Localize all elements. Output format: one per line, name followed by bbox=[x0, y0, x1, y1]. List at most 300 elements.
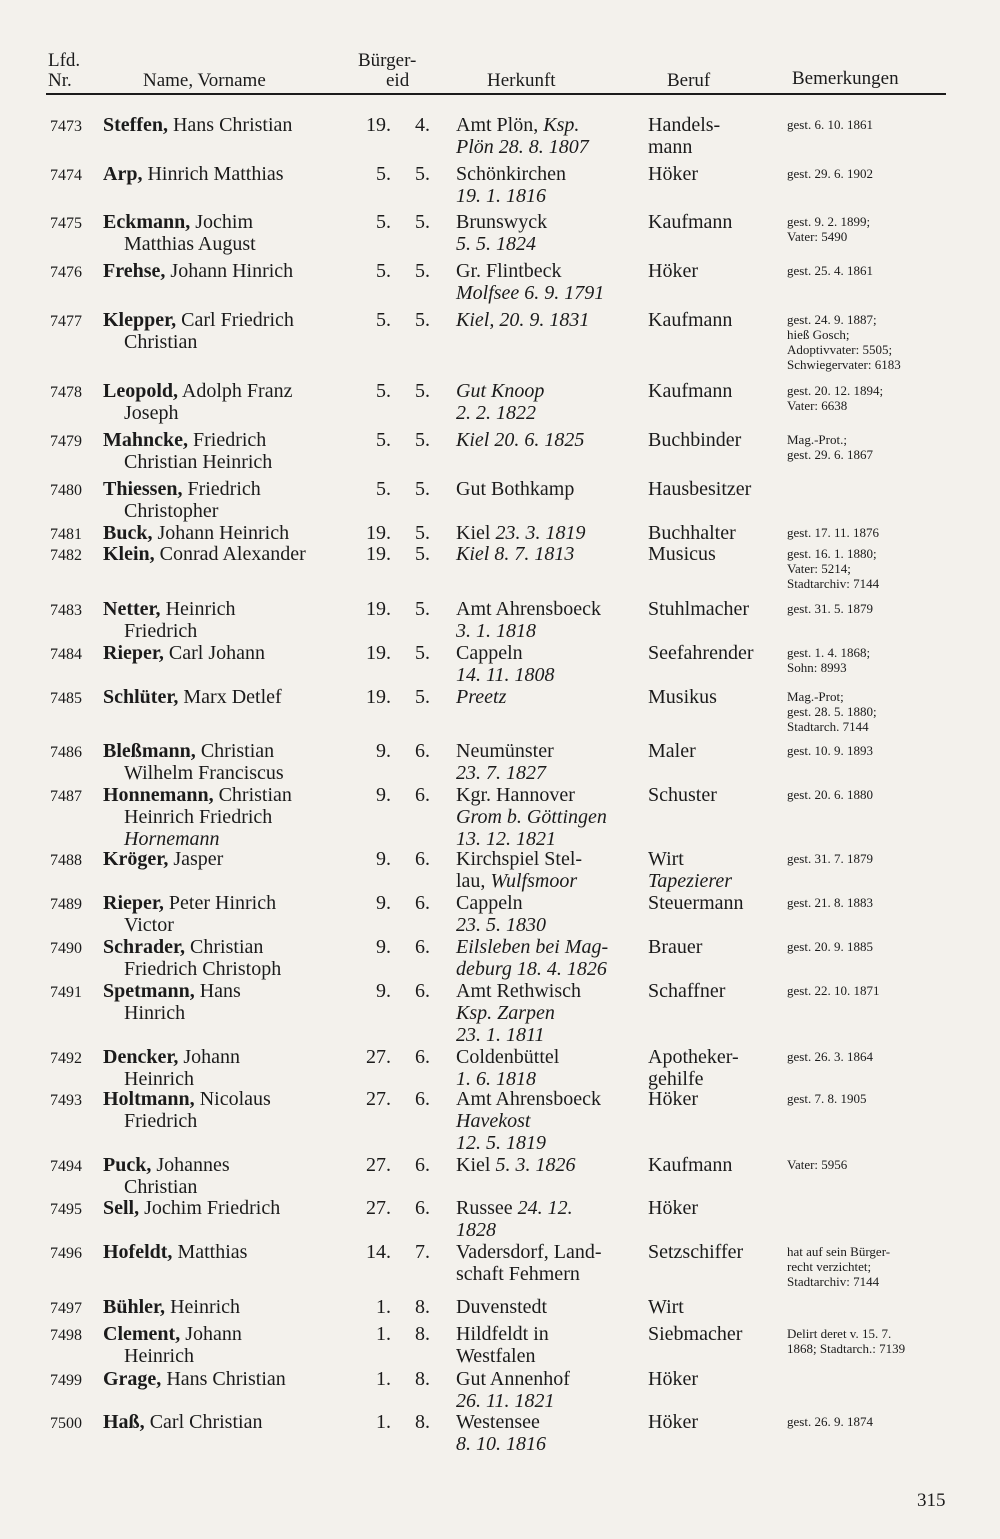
person-name bbox=[103, 1368, 353, 1390]
name-line bbox=[103, 1296, 353, 1318]
remark-line: gest. 1. 4. 1868; bbox=[787, 645, 871, 660]
origin bbox=[456, 1323, 646, 1367]
occupation bbox=[648, 163, 778, 185]
remark-line: gest. 20. 9. 1885 bbox=[787, 939, 873, 954]
oath-day: 1. bbox=[376, 1296, 391, 1318]
remarks bbox=[787, 1414, 957, 1429]
origin-line bbox=[456, 828, 646, 850]
surname: Sell, bbox=[103, 1197, 140, 1219]
origin-line bbox=[456, 1411, 646, 1433]
remarks bbox=[787, 689, 957, 734]
origin-line bbox=[456, 686, 646, 708]
remarks bbox=[787, 895, 957, 910]
oath-day: 19. bbox=[366, 114, 391, 136]
entry-number: 7482 bbox=[50, 547, 82, 564]
occupation-line: Höker bbox=[648, 163, 698, 185]
remark-line: gest. 16. 1. 1880; bbox=[787, 546, 877, 561]
occupation-line: Buchbinder bbox=[648, 429, 742, 451]
occupation-line: Höker bbox=[648, 1088, 698, 1110]
remark-line: Sohn: 8993 bbox=[787, 660, 847, 675]
header-eid-line1: Bürger- bbox=[358, 50, 417, 71]
oath-day: 19. bbox=[366, 642, 391, 664]
remark-line: gest. 31. 7. 1879 bbox=[787, 851, 873, 866]
origin-italic: Grom b. Göttingen bbox=[456, 806, 607, 828]
surname: Thiessen, bbox=[103, 478, 183, 500]
oath-month: 6. bbox=[415, 740, 430, 762]
person-name bbox=[103, 848, 353, 870]
surname: Schlüter, bbox=[103, 686, 179, 708]
surname: Holtmann, bbox=[103, 1088, 195, 1110]
occupation-variant: Tapezierer bbox=[648, 870, 733, 892]
remark-line: hat auf sein Bürger- bbox=[787, 1244, 891, 1259]
origin-text: Coldenbüttel bbox=[456, 1046, 560, 1068]
surname: Rieper, bbox=[103, 892, 164, 914]
name-continuation: Heinrich bbox=[124, 1068, 194, 1090]
origin bbox=[456, 1241, 646, 1285]
given-names: Friedrich bbox=[188, 429, 267, 451]
origin-line bbox=[456, 1323, 646, 1345]
origin-line bbox=[456, 870, 646, 892]
origin-italic: 12. 5. 1819 bbox=[456, 1132, 546, 1154]
occupation bbox=[648, 1046, 778, 1090]
remark-line: gest. 26. 3. 1864 bbox=[787, 1049, 873, 1064]
origin-line bbox=[456, 478, 646, 500]
remarks bbox=[787, 983, 957, 998]
name-line bbox=[103, 1154, 353, 1176]
origin bbox=[456, 260, 646, 304]
origin-text: Schönkirchen bbox=[456, 163, 566, 185]
origin-text: Amt Plön, bbox=[456, 114, 544, 136]
occupation-line: gehilfe bbox=[648, 1068, 704, 1090]
origin-line bbox=[456, 1002, 646, 1024]
name-line bbox=[103, 163, 353, 185]
origin-line bbox=[456, 260, 646, 282]
remarks bbox=[787, 117, 957, 132]
name-line bbox=[103, 892, 353, 914]
occupation bbox=[648, 380, 778, 402]
entry-number: 7497 bbox=[50, 1300, 82, 1317]
oath-day: 9. bbox=[376, 892, 391, 914]
occupation-line: Höker bbox=[648, 1197, 698, 1219]
name-line bbox=[103, 1046, 353, 1068]
oath-month: 6. bbox=[415, 936, 430, 958]
origin bbox=[456, 740, 646, 784]
name-line bbox=[103, 543, 353, 565]
occupation-line: Stuhlmacher bbox=[648, 598, 750, 620]
given-names: Carl Johann bbox=[163, 642, 266, 664]
surname: Klein, bbox=[103, 543, 155, 565]
given-names: Carl Friedrich bbox=[176, 309, 294, 331]
given-names: Friedrich bbox=[182, 478, 261, 500]
entry-number: 7486 bbox=[50, 744, 82, 761]
given-names: Matthias bbox=[172, 1241, 248, 1263]
remarks bbox=[787, 743, 957, 758]
origin-line bbox=[456, 620, 646, 642]
origin-italic: Plön 28. 8. 1807 bbox=[456, 136, 589, 158]
surname: Rieper, bbox=[103, 642, 164, 664]
entry-number: 7479 bbox=[50, 433, 82, 450]
remarks bbox=[787, 312, 957, 372]
origin-line bbox=[456, 980, 646, 1002]
given-names: Christian bbox=[185, 936, 264, 958]
origin bbox=[456, 309, 646, 331]
origin bbox=[456, 478, 646, 500]
person-name bbox=[103, 598, 353, 642]
origin-italic: Wulfsmoor bbox=[490, 870, 578, 892]
origin-line bbox=[456, 1345, 646, 1367]
remark-line: gest. 6. 10. 1861 bbox=[787, 117, 873, 132]
entry-number: 7474 bbox=[50, 167, 82, 184]
origin-line bbox=[456, 1219, 646, 1241]
oath-month: 5. bbox=[415, 380, 430, 402]
given-names: Heinrich bbox=[165, 1296, 241, 1318]
occupation bbox=[648, 1296, 778, 1318]
surname: Frehse, bbox=[103, 260, 166, 282]
surname: Spetmann, bbox=[103, 980, 195, 1002]
surname: Buck, bbox=[103, 522, 153, 544]
page-number: 315 bbox=[917, 1490, 946, 1511]
origin bbox=[456, 522, 646, 544]
person-name bbox=[103, 1088, 353, 1132]
occupation bbox=[648, 740, 778, 762]
origin bbox=[456, 543, 646, 565]
remark-line: gest. 17. 11. 1876 bbox=[787, 525, 879, 540]
name-line bbox=[103, 740, 353, 762]
header-name: Name, Vorname bbox=[143, 70, 266, 91]
occupation bbox=[648, 784, 778, 806]
origin-line bbox=[456, 380, 646, 402]
occupation bbox=[648, 686, 778, 708]
oath-month: 8. bbox=[415, 1368, 430, 1390]
oath-month: 5. bbox=[415, 309, 430, 331]
person-name bbox=[103, 784, 353, 850]
origin-italic: 13. 12. 1821 bbox=[456, 828, 556, 850]
origin bbox=[456, 848, 646, 892]
name-line bbox=[103, 642, 353, 664]
origin-line bbox=[456, 664, 646, 686]
origin-line bbox=[456, 914, 646, 936]
occupation-line: Handels- bbox=[648, 114, 721, 136]
name-continuation: Friedrich Christoph bbox=[124, 958, 282, 980]
person-name bbox=[103, 478, 353, 522]
person-name bbox=[103, 211, 353, 255]
origin-text: Kiel bbox=[456, 1154, 496, 1176]
oath-month: 5. bbox=[415, 686, 430, 708]
oath-day: 5. bbox=[376, 429, 391, 451]
origin-line bbox=[456, 309, 646, 331]
oath-month: 6. bbox=[415, 1088, 430, 1110]
oath-day: 5. bbox=[376, 163, 391, 185]
surname: Klepper, bbox=[103, 309, 177, 331]
person-name bbox=[103, 936, 353, 980]
remark-line: gest. 24. 9. 1887; bbox=[787, 312, 877, 327]
occupation bbox=[648, 1197, 778, 1219]
header-rule bbox=[46, 93, 946, 95]
origin-italic: 8. 10. 1816 bbox=[456, 1433, 546, 1455]
name-continuation: Heinrich Friedrich bbox=[124, 806, 273, 828]
person-name bbox=[103, 309, 353, 353]
remark-line: recht verzichtet; bbox=[787, 1259, 872, 1274]
origin-line bbox=[456, 642, 646, 664]
occupation-line: Höker bbox=[648, 260, 698, 282]
occupation bbox=[648, 1368, 778, 1390]
name-variant: Hornemann bbox=[124, 828, 220, 850]
oath-day: 5. bbox=[376, 380, 391, 402]
header-beruf: Beruf bbox=[667, 70, 711, 91]
origin-line bbox=[456, 1433, 646, 1455]
occupation bbox=[648, 211, 778, 233]
origin bbox=[456, 980, 646, 1046]
person-name bbox=[103, 642, 353, 664]
name-continuation: Christian Heinrich bbox=[124, 451, 273, 473]
entry-number: 7476 bbox=[50, 264, 82, 281]
origin-text: Amt Ahrensboeck bbox=[456, 1088, 601, 1110]
remark-line: gest. 25. 4. 1861 bbox=[787, 263, 873, 278]
origin-text: Gut Annenhof bbox=[456, 1368, 570, 1390]
name-line bbox=[103, 1368, 353, 1390]
origin-text: Cappeln bbox=[456, 642, 523, 664]
occupation-line: Steuermann bbox=[648, 892, 744, 914]
remark-line: gest. 22. 10. 1871 bbox=[787, 983, 880, 998]
origin bbox=[456, 642, 646, 686]
oath-month: 8. bbox=[415, 1411, 430, 1433]
remarks bbox=[787, 1244, 957, 1289]
header-lfd-line1: Lfd. bbox=[48, 50, 81, 71]
origin-line bbox=[456, 1241, 646, 1263]
surname: Leopold, bbox=[103, 380, 179, 402]
origin-italic: Kiel 8. 7. 1813 bbox=[456, 543, 575, 565]
occupation-line: Musicus bbox=[648, 543, 716, 565]
origin-italic: 5. 3. 1826 bbox=[495, 1154, 576, 1176]
header-bemerkungen: Bemerkungen bbox=[792, 68, 899, 89]
entry-number: 7475 bbox=[50, 215, 82, 232]
remark-line: Vater: 5490 bbox=[787, 229, 848, 244]
name-line bbox=[103, 936, 353, 958]
remark-line: Delirt deret v. 15. 7. bbox=[787, 1326, 892, 1341]
name-line bbox=[103, 1411, 353, 1433]
origin-italic: 2. 2. 1822 bbox=[456, 402, 536, 424]
surname: Bleßmann, bbox=[103, 740, 196, 762]
person-name bbox=[103, 686, 353, 708]
origin bbox=[456, 1046, 646, 1090]
remarks bbox=[787, 525, 957, 540]
origin-italic: 1. 6. 1818 bbox=[456, 1068, 536, 1090]
origin-line bbox=[456, 136, 646, 158]
given-names: Jochim Friedrich bbox=[139, 1197, 281, 1219]
name-line bbox=[103, 211, 353, 233]
oath-day: 5. bbox=[376, 478, 391, 500]
given-names: Hans Christian bbox=[167, 114, 293, 136]
person-name bbox=[103, 429, 353, 473]
occupation-line: Maler bbox=[648, 740, 696, 762]
origin bbox=[456, 598, 646, 642]
origin-line bbox=[456, 1068, 646, 1090]
remarks bbox=[787, 787, 957, 802]
remarks bbox=[787, 1091, 957, 1106]
origin-line bbox=[456, 740, 646, 762]
given-names: Johannes bbox=[151, 1154, 230, 1176]
oath-month: 6. bbox=[415, 848, 430, 870]
origin-text: Kgr. Hannover bbox=[456, 784, 575, 806]
remarks bbox=[787, 263, 957, 278]
oath-day: 9. bbox=[376, 848, 391, 870]
name-continuation: Christopher bbox=[124, 500, 219, 522]
name-continuation: Christian bbox=[124, 331, 198, 353]
person-name bbox=[103, 543, 353, 565]
entry-number: 7493 bbox=[50, 1092, 82, 1109]
remark-line: gest. 20. 6. 1880 bbox=[787, 787, 873, 802]
oath-month: 8. bbox=[415, 1323, 430, 1345]
origin-line bbox=[456, 1263, 646, 1285]
origin-italic: 24. 12. bbox=[517, 1197, 573, 1219]
occupation-line: Schaffner bbox=[648, 980, 726, 1002]
name-line bbox=[103, 1241, 353, 1263]
surname: Mahncke, bbox=[103, 429, 188, 451]
entry-number: 7481 bbox=[50, 526, 82, 543]
origin bbox=[456, 1154, 646, 1176]
oath-day: 9. bbox=[376, 980, 391, 1002]
occupation-line: Setzschiffer bbox=[648, 1241, 744, 1263]
given-names: Hans bbox=[194, 980, 241, 1002]
name-line bbox=[103, 848, 353, 870]
person-name bbox=[103, 980, 353, 1024]
occupation bbox=[648, 598, 778, 620]
name-continuation: Friedrich bbox=[124, 620, 198, 642]
origin-line bbox=[456, 185, 646, 207]
origin-line bbox=[456, 762, 646, 784]
origin-italic: 23. 7. 1827 bbox=[456, 762, 546, 784]
remark-line: gest. 31. 5. 1879 bbox=[787, 601, 873, 616]
origin-line bbox=[456, 1197, 646, 1219]
origin-line bbox=[456, 892, 646, 914]
occupation bbox=[648, 478, 778, 500]
given-names: Hans Christian bbox=[161, 1368, 286, 1390]
oath-month: 7. bbox=[415, 1241, 430, 1263]
remark-line: gest. 10. 9. 1893 bbox=[787, 743, 873, 758]
entry-number: 7500 bbox=[50, 1415, 82, 1432]
entry-number: 7499 bbox=[50, 1372, 82, 1389]
given-names: Christian bbox=[213, 784, 292, 806]
origin-line bbox=[456, 1154, 646, 1176]
oath-day: 19. bbox=[366, 686, 391, 708]
remarks bbox=[787, 214, 957, 244]
remarks bbox=[787, 645, 957, 675]
entry-number: 7492 bbox=[50, 1050, 82, 1067]
oath-day: 19. bbox=[366, 522, 391, 544]
name-line bbox=[103, 478, 353, 500]
name-line bbox=[103, 1088, 353, 1110]
oath-day: 27. bbox=[366, 1088, 391, 1110]
origin-line bbox=[456, 958, 646, 980]
remark-line: Adoptivvater: 5505; bbox=[787, 342, 893, 357]
surname: Honnemann, bbox=[103, 784, 214, 806]
surname: Clement, bbox=[103, 1323, 181, 1345]
origin-line bbox=[456, 848, 646, 870]
origin-text: Amt Ahrensboeck bbox=[456, 598, 601, 620]
origin-italic: Gut Knoop bbox=[456, 380, 545, 402]
remark-line: gest. 26. 9. 1874 bbox=[787, 1414, 873, 1429]
oath-day: 27. bbox=[366, 1197, 391, 1219]
given-names: Heinrich bbox=[160, 598, 236, 620]
remark-line: gest. 20. 12. 1894; bbox=[787, 383, 884, 398]
origin-text: Gr. Flintbeck bbox=[456, 260, 562, 282]
origin-line bbox=[456, 282, 646, 304]
origin bbox=[456, 1088, 646, 1154]
origin-line bbox=[456, 806, 646, 828]
surname: Steffen, bbox=[103, 114, 168, 136]
origin bbox=[456, 163, 646, 207]
origin-line bbox=[456, 598, 646, 620]
origin-line bbox=[456, 1046, 646, 1068]
occupation bbox=[648, 642, 778, 664]
origin-line bbox=[456, 1110, 646, 1132]
oath-month: 5. bbox=[415, 642, 430, 664]
origin-text: lau, bbox=[456, 870, 491, 892]
occupation-line: Wirt bbox=[648, 848, 684, 870]
oath-day: 5. bbox=[376, 309, 391, 331]
origin-text: Hildfeldt in bbox=[456, 1323, 549, 1345]
oath-day: 27. bbox=[366, 1046, 391, 1068]
name-line bbox=[103, 1197, 353, 1219]
occupation-line: Siebmacher bbox=[648, 1323, 743, 1345]
remarks bbox=[787, 601, 957, 616]
entry-number: 7490 bbox=[50, 940, 82, 957]
entry-number: 7495 bbox=[50, 1201, 82, 1218]
name-continuation: Christian bbox=[124, 1176, 198, 1198]
origin bbox=[456, 1411, 646, 1455]
surname: Schrader, bbox=[103, 936, 186, 958]
origin-line bbox=[456, 429, 646, 451]
person-name bbox=[103, 1296, 353, 1318]
origin-text: Neumünster bbox=[456, 740, 554, 762]
origin-text: Russee bbox=[456, 1197, 518, 1219]
origin-line bbox=[456, 402, 646, 424]
name-line bbox=[103, 522, 353, 544]
entry-number: 7494 bbox=[50, 1158, 82, 1175]
given-names: Johann bbox=[178, 1046, 241, 1068]
origin-italic: 26. 11. 1821 bbox=[456, 1390, 555, 1412]
origin-text: Westensee bbox=[456, 1411, 540, 1433]
origin-italic: Ksp. bbox=[543, 114, 580, 136]
origin-italic: 23. 3. 1819 bbox=[495, 522, 586, 544]
entry-number: 7480 bbox=[50, 482, 82, 499]
remark-line: Stadtarchiv: 7144 bbox=[787, 576, 880, 591]
oath-month: 6. bbox=[415, 892, 430, 914]
surname: Arp, bbox=[103, 163, 143, 185]
name-continuation: Victor bbox=[124, 914, 174, 936]
origin-line bbox=[456, 522, 646, 544]
remarks bbox=[787, 546, 957, 591]
oath-month: 6. bbox=[415, 980, 430, 1002]
remarks bbox=[787, 1157, 957, 1172]
origin bbox=[456, 936, 646, 980]
occupation bbox=[648, 1154, 778, 1176]
origin-line bbox=[456, 114, 646, 136]
origin-line bbox=[456, 936, 646, 958]
origin-text: Gut Bothkamp bbox=[456, 478, 575, 500]
entry-number: 7487 bbox=[50, 788, 82, 805]
remark-line: gest. 9. 2. 1899; bbox=[787, 214, 871, 229]
given-names: Johann Hinrich bbox=[165, 260, 294, 282]
header-lfd-line2: Nr. bbox=[48, 70, 72, 91]
origin-italic: Kiel 20. 6. 1825 bbox=[456, 429, 585, 451]
occupation bbox=[648, 1241, 778, 1263]
name-continuation: Heinrich bbox=[124, 1345, 194, 1367]
origin-text: Duvenstedt bbox=[456, 1296, 548, 1318]
oath-month: 6. bbox=[415, 1154, 430, 1176]
oath-day: 9. bbox=[376, 740, 391, 762]
oath-day: 9. bbox=[376, 784, 391, 806]
